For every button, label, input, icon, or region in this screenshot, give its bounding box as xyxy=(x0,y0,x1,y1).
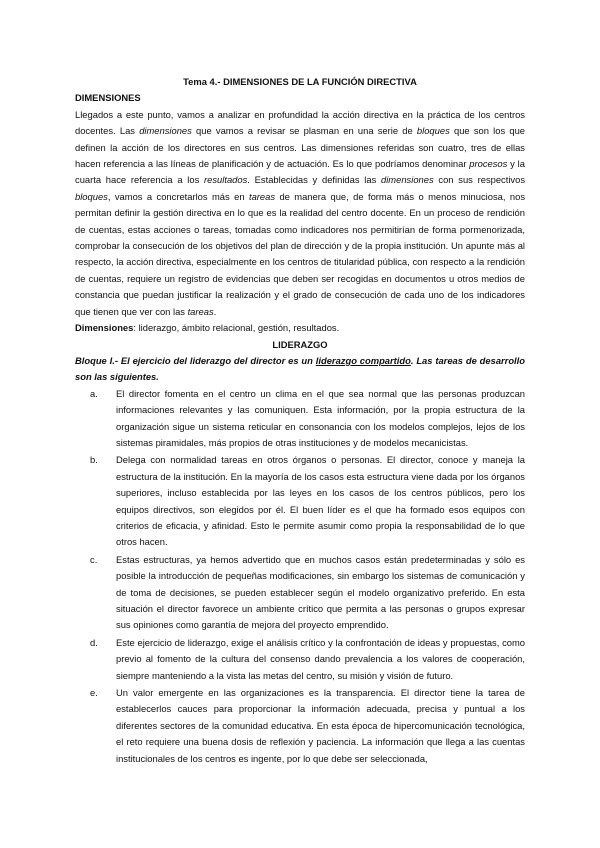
list-marker: c. xyxy=(90,553,98,565)
intro-paragraph xyxy=(75,107,525,320)
intro-text: y la cuarta hace referencia a los xyxy=(75,158,525,186)
intro-emphasis: dimensiones xyxy=(139,125,192,137)
intro-text: que son los que definen la acción de los directores en sus centros. Las dimensiones referidas son cuatro, tres de ellas hacen referencia a las líneas de planificación y de actuación. Es lo que podríamos denominar xyxy=(75,125,525,170)
list-item xyxy=(75,552,525,634)
list-item xyxy=(75,452,525,550)
intro-emphasis: dimensiones xyxy=(381,174,434,186)
dimensiones-line xyxy=(75,320,525,336)
list-item-text: Un valor emergente en las organizaciones es la transparencia. El director tiene la tarea de establecerlos cauces para proporcionar la información adecuada, precisa y puntual a los diferentes sectores de la comunidad educativa. En esta época de hipercomunicación tecnológica, el reto requiere una buena dosis de reflexión y paciencia. La información que llega a las cuentas institucionales de los centros es ingente, por lo que debe ser seleccionada, xyxy=(116,687,525,764)
list-item xyxy=(75,685,525,767)
list-marker: a. xyxy=(90,387,98,399)
intro-text: de manera que, de forma más o menos minuciosa, nos permitan definir la gestión directiva en lo que es la realidad del centro docente. En un proceso de rendición de cuentas, estas acciones o tareas, tomadas como indicadores nos permitirían de forma pormenorizada, comprobar la consecución de los objetivos del plan de dirección y de la propia institución. Un apunte más al respecto, la acción directiva, especialmente en los centros de titularidad pública, con respecto a la rendición de cuentas, requiere un registro de evidencias que deben ser recogidas en documentos u otros medios de constancia que puedan justificar la realización y el grado de consecución de cada uno de los indicadores que tienen que ver con las xyxy=(75,190,526,317)
list-marker: d. xyxy=(90,636,98,648)
intro-text: . xyxy=(213,305,217,317)
bloque-text: Bloque I.- El ejercicio del liderazgo del director es un xyxy=(75,354,316,366)
intro-text: que vamos a revisar se plasman en una serie de xyxy=(191,125,417,137)
intro-text: . Establecidas y definidas las xyxy=(247,174,382,186)
list-item xyxy=(75,635,525,684)
list-item-text: El director fomenta en el centro un clima en el que sea normal que las personas produzcan informaciones relevantes y las comuniquen. Esta información, por la propia estructura de la organización sigue un sistema reticular en consonancia con los modelos complejos, lejos de los sistemas piramidales, más propios de otras instituciones y de modelos mecanicistas. xyxy=(116,387,525,448)
section-heading: DIMENSIONES xyxy=(75,92,141,104)
document-title: Tema 4.- DIMENSIONES DE LA FUNCIÓN DIRECTIVA xyxy=(183,76,417,87)
intro-text: Llegados a este punto, vamos a analizar en profundidad la acción directiva en la práctica de los centros docentes. Las xyxy=(75,108,525,137)
intro-emphasis: tareas xyxy=(248,190,276,202)
list-item-text: Este ejercicio de liderazgo, exige el análisis crítico y la confrontación de ideas y propuestas, como previo al fomento de la cultura del consenso dando prevalencia a los valores de cooperación, siempre manteniendo a la vista las metas del centro, su misión y visión de futuro. xyxy=(116,636,525,681)
intro-emphasis: bloques xyxy=(416,125,450,137)
intro-emphasis: tareas xyxy=(187,305,214,317)
liderazgo-heading: LIDERAZGO xyxy=(272,338,328,350)
task-list xyxy=(75,386,525,767)
list-item xyxy=(75,386,525,452)
dimensiones-label: Dimensiones xyxy=(75,322,134,334)
intro-emphasis: procesos xyxy=(469,158,508,170)
list-marker: e. xyxy=(90,687,98,699)
bloque-heading xyxy=(75,353,525,386)
document-page xyxy=(75,74,525,768)
list-marker: b. xyxy=(90,454,98,466)
dimensiones-text: : liderazgo, ámbito relacional, gestión, resultados. xyxy=(133,322,340,334)
bloque-text: . Las tareas de desarrollo son las siguientes. xyxy=(75,354,525,383)
intro-emphasis: bloques xyxy=(75,190,108,202)
bloque-underlined: liderazgo compartido xyxy=(315,354,411,366)
list-item-text: Delega con normalidad tareas en otros órganos o personas. El director, conoce y maneja la estructura de la institución. En la mayoría de los casos esta estructura viene dada por los órganos superiores, incluso establecida por las leyes en los casos de los centros públicos, pero los equipos directivos, son elegidos por él. El buen líder es el que ha formado esos equipos con criterios de eficacia, y afinidad. Esto le permite asumir como propia la responsabilidad de lo que otros hacen. xyxy=(116,454,525,548)
intro-text: con sus respectivos xyxy=(433,174,526,186)
intro-text: , vamos a concretarlos más en xyxy=(107,190,249,202)
list-item-text: Estas estructuras, ya hemos advertido que en muchos casos están predeterminadas y sólo es posible la introducción de pequeñas modificaciones, sin embargo los sistemas de comunicación y de toma de decisiones, se pueden establecer según el modelo organizativo preferido. En esta situación el director favorece un ambiente crítico que permita a las personas o grupos expresar sus opiniones como garantía de mejora del proyecto emprendido. xyxy=(116,553,525,631)
intro-emphasis: resultados xyxy=(204,174,248,186)
